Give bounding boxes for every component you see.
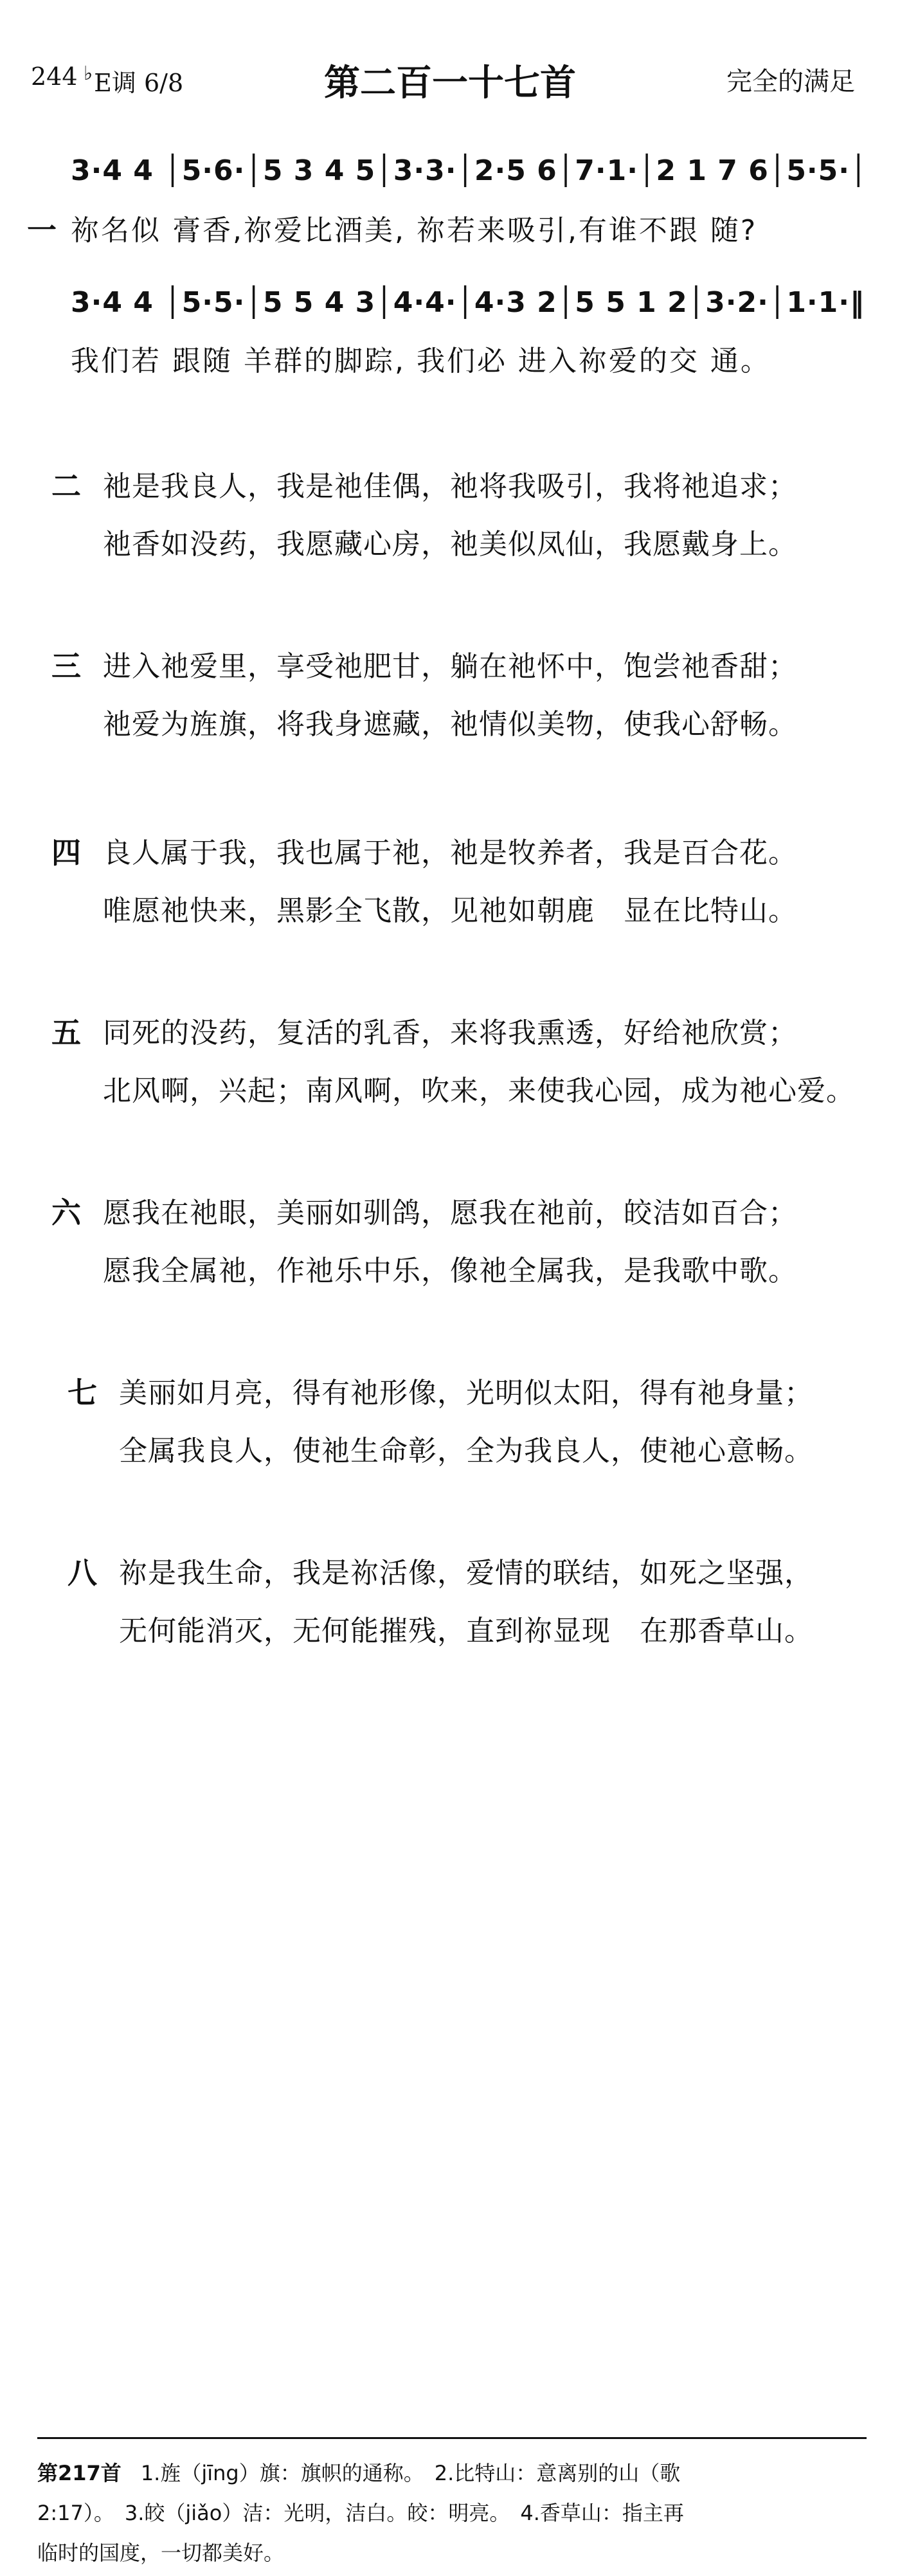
verse-number: 八 — [68, 1556, 97, 1590]
verse-line: 愿我在祂眼，美丽如驯鸽，愿我在祂前，皎洁如百合； — [103, 1197, 797, 1229]
footnote-divider — [37, 2437, 867, 2439]
lyrics-line-1: 祢名似 膏香,祢爱比酒美, 祢若来吸引,有谁不跟 随? — [71, 214, 758, 247]
page-header — [0, 55, 900, 106]
page-number: 244 — [31, 62, 78, 91]
footnote-line — [37, 2453, 873, 2493]
verse-line: 无何能消灭，无何能摧残，直到祢显现 在那香草山。 — [119, 1615, 813, 1647]
notation-line-2: 3·4 4 │5·5·│5 5 4 3│4·4·│4·3 2│5 5 1 2│3·2·│1·1·‖ — [71, 286, 865, 319]
verse-number: 二 — [51, 469, 81, 503]
verse-line: 全属我良人，使祂生命彰，全为我良人，使祂心意畅。 — [119, 1435, 813, 1467]
verse-number: 五 — [51, 1015, 81, 1050]
lyrics-line-2: 我们若 跟随 羊群的脚踪, 我们必 进入祢爱的交 通。 — [71, 345, 771, 377]
verse-line: 祂是我良人，我是祂佳偶，祂将我吸引，我将祂追求； — [103, 470, 797, 503]
verse-number-1: 一 — [27, 213, 57, 248]
verse-number: 三 — [51, 649, 81, 684]
footnote-title: 第217首 — [37, 2461, 122, 2485]
flat-sign: ♭ — [84, 62, 93, 85]
verse-line: 良人属于我，我也属于祂，祂是牧养者，我是百合花。 — [103, 837, 797, 869]
key-label: E调 6/8 — [94, 69, 184, 97]
verse-line: 进入祂爱里，享受祂肥甘，躺在祂怀中，饱尝祂香甜； — [103, 650, 797, 683]
footnote — [37, 2453, 873, 2573]
footnote-line: 2:17）。 3.皎（jiǎo）洁：光明，洁白。皎：明亮。 4.香草山：指主再 — [37, 2501, 684, 2525]
notation-line-1: 3·4 4 │5·6·│5 3 4 5│3·3·│2·5 6│7·1·│2 1 7 6│5·5·│ — [71, 154, 868, 187]
verse-line: 同死的没药，复活的乳香，来将我熏透，好给祂欣赏； — [103, 1017, 797, 1049]
verse-line: 愿我全属祂，作祂乐中乐，像祂全属我，是我歌中歌。 — [103, 1255, 797, 1287]
verse-number: 七 — [68, 1375, 97, 1410]
verse-line: 祂香如没药，我愿藏心房，祂美似凤仙，我愿戴身上。 — [103, 528, 797, 561]
verse-number: 六 — [51, 1195, 81, 1230]
verse-line: 北风啊，兴起；南风啊，吹来，来使我心园，成为祂心爱。 — [103, 1075, 855, 1107]
verse-number: 四 — [51, 835, 81, 870]
verse-line: 祂爱为旌旗，将我身遮藏，祂情似美物，使我心舒畅。 — [103, 708, 797, 741]
verse-line: 唯愿祂快来，黑影全飞散，见祂如朝鹿 显在比特山。 — [103, 894, 797, 927]
hymn-subtitle: 完全的满足 — [726, 67, 855, 96]
footnote-line: 临时的国度，一切都美好。 — [37, 2541, 285, 2565]
verse-line: 美丽如月亮，得有祂形像，光明似太阳，得有祂身量； — [119, 1377, 813, 1410]
footnote-text: 1.旌（jīng）旗：旗帜的通称。 2.比特山：意离别的山（歌 — [140, 2461, 681, 2485]
hymn-title: 第二百一十七首 — [324, 62, 576, 104]
verse-line: 祢是我生命，我是祢活像，爱情的联结，如死之坚强， — [119, 1557, 813, 1590]
